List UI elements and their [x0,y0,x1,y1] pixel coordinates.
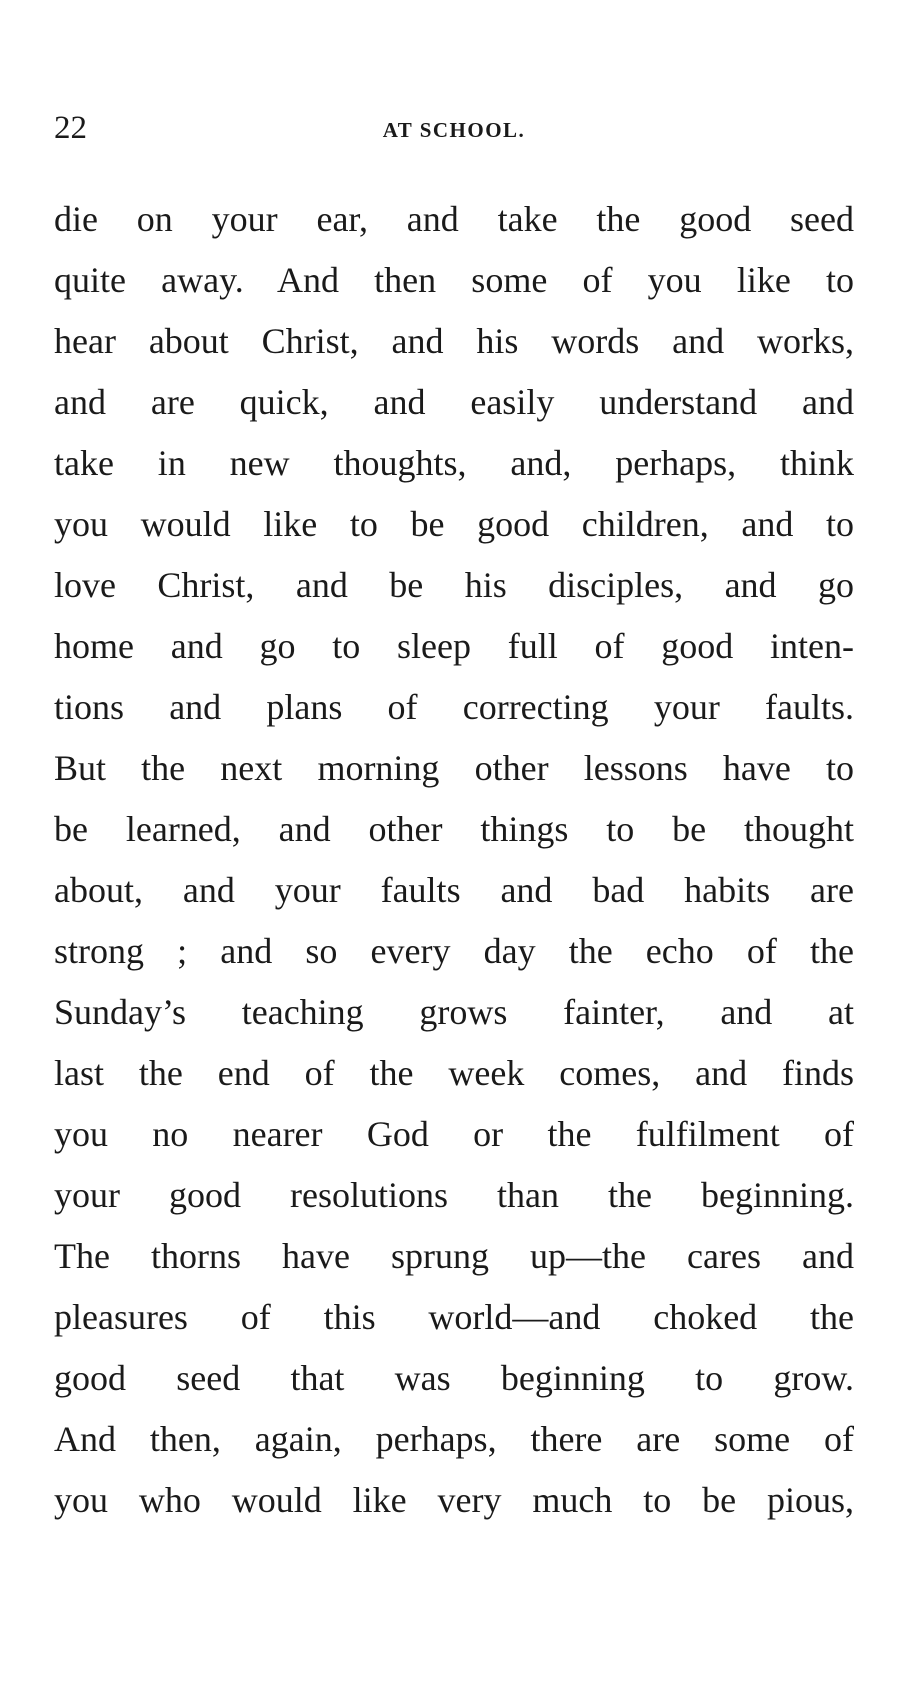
text-line: good seed that was beginning to grow. [54,1358,854,1398]
text-line: last the end of the week comes, and finds [54,1053,854,1093]
text-line: you no nearer God or the fulfilment of [54,1114,854,1154]
text-line: hear about Christ, and his words and works, [54,321,854,361]
text-line: and are quick, and easily understand and [54,382,854,422]
text-line: you would like to be good children, and to [54,504,854,544]
body-text [54,189,854,1531]
page-header [54,108,854,148]
text-line: Sunday’s teaching grows fainter, and at [54,992,854,1032]
text-line: love Christ, and be his disciples, and go [54,565,854,605]
text-line: strong ; and so every day the echo of the [54,931,854,971]
text-line: your good resolutions than the beginning. [54,1175,854,1215]
text-line: die on your ear, and take the good seed [54,199,854,239]
text-line: take in new thoughts, and, perhaps, think [54,443,854,483]
text-line: you who would like very much to be pious, [54,1480,854,1520]
page-number: 22 [54,110,87,146]
text-line: be learned, and other things to be thought [54,809,854,849]
text-line: The thorns have sprung up—the cares and [54,1236,854,1276]
text-line: But the next morning other lessons have to [54,748,854,788]
text-line: quite away. And then some of you like to [54,260,854,300]
running-head: AT SCHOOL. [382,118,526,142]
text-line: tions and plans of correcting your faults. [54,687,854,727]
text-line: And then, again, perhaps, there are some of [54,1419,854,1459]
text-line: pleasures of this world—and choked the [54,1297,854,1337]
text-line: home and go to sleep full of good inten- [54,626,854,666]
text-line: about, and your faults and bad habits are [54,870,854,910]
